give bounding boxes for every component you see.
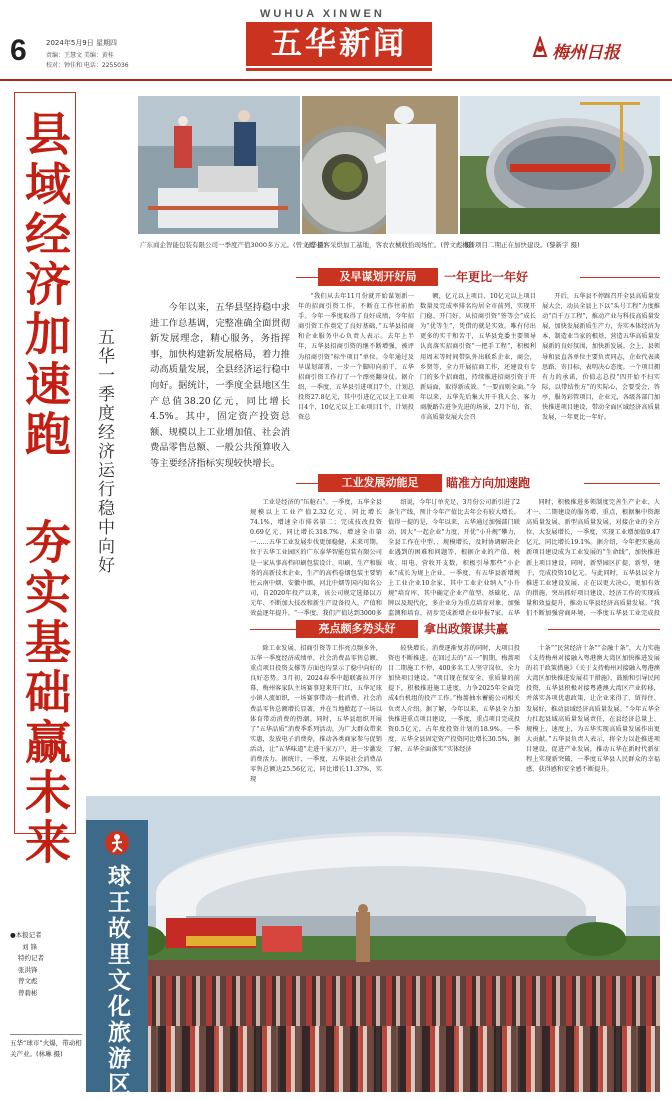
tourism-sign-text: 球王故里文化旅游区	[104, 864, 130, 1098]
masthead-rule	[0, 79, 672, 81]
section-3-column-1: 除工业发展、招商引资等工作亮点频多外，五华一季度经济成绩单，社会消费品零售总额、重点项目投资支撑等方面也均显示了稳中向好的良好态势。3月初，2024春季中超联赛拉开序幕，梅州客家队主场赛事迎来开门红，五华足球小镇人流如织，一场赛事带动一批消费，社会消费品零售总额增长显著，并在当地掀起了一场以体育带动消费的热潮。同时，五华县组织开展了“五华品质”消费季系列活动，为广大群众带来实惠，发放电子消费券，推动各类商家参与促销活动，让“五华味道”走进千家万户，进一步激发消费活力。据统计，一季度，五华县社会消费品零售总额达25.56亿元，同比增长11.37%，实现	[250, 645, 382, 784]
section-3-column-2: 较快增长。消费逐渐复苏的同时，大项目投资也不断推进。在回过去的“五一”假期，梅蔷项目二期施工不停，400多名工人坚守岗位，全力加快项目建设。“项目现在保安全、重质量的前提下，积极推进施工进度，力争2025年全面完成4台机组的投产工作。”梅蔷抽水蓄能公司相关负责人介绍。据了解，今年以来，五华县全力加快推进重点项目建设，一季度，重点项目完成投资0.5亿元，占年度投资计划的18.9%。一季度，五华全县固定资产投资同比增长30.5%，据了解，五华全面落实“实体经济	[388, 645, 520, 753]
section-rule	[580, 277, 660, 278]
section-label-red: 亮点颇多势头好	[296, 620, 418, 638]
credit-line: 曾文彪	[18, 977, 38, 985]
section-label-red: 及早谋划开好局	[318, 268, 438, 286]
section-header-1	[296, 268, 660, 286]
photo-caption-2: 五华县客采烘加工基地，客农农械收拾现场忙。(曾文彪 摄)	[304, 241, 474, 249]
section-label: 一年更比一年好	[444, 270, 529, 284]
section-rule	[296, 277, 318, 278]
photo-caption-1: 广东商企智能包装有限公司一季度产值3000多万元。(曾文彪 摄)	[140, 241, 327, 249]
column-pinyin: WUHUA XINWEN	[260, 8, 385, 20]
credit-line: 刘 锋	[22, 942, 38, 951]
bottom-photo-caption: 五华“球市”火爆，带动相关产业。(林琳 摄)	[10, 1039, 82, 1058]
section-label-red: 工业发展动能足	[318, 474, 442, 492]
section-rule	[548, 629, 660, 630]
photo-packaging-factory	[138, 96, 300, 234]
lead-summary: 今年以来，五华县坚持稳中求进工作总基调，完整准确全面贯彻新发展理念，精心服务，务指挥事，加快构建新发展格局，着力推动高质量发展，全县经济运行稳中向好。据统计，一季度全县地区生产总值38.20亿元，同比增长4.5%。其中，固定资产投资总额、规模以上工业增加值、社会消费品零售总额、一般公共预算收入等主要经济指标实现较快增长。	[150, 302, 290, 469]
section-2-column-1: 工业是经济的“压舱石”。一季度，五华全县规模以上工业产值2.32亿元，同比增长74.1%，增速全市排名第二；完成技改投资0.69亿元，同比增长318.7%，增速全市第一……五华工业发展步伐更加稳健，未来可期。位于五华工业园区的广东泰华智能包装有限公司是一家从事高档印刷包装设计、印刷、生产和服务的高新技术企业，生产的高档卷烟包装主要销往云南中烟、安徽中烟、河北中烟等国内知名公司，自2020年投产以来，该公司规定选择以万元年、不断加大技改和新生产设备投入，产值和效益逐年提升。“一季度，我们产值达到3000多	[250, 499, 382, 618]
photo-tea-processing	[302, 96, 458, 234]
main-headline: 县域经济加速跑 夯实基础赢未来	[18, 110, 72, 868]
section-3-column-3: 十条”“民营经济十条”“金融十条”，大力实施《支持梅州对接融入粤港澳大湾区加快推进发展的若干政策措施》《关于支持梅州对接融入粤港澳大湾区加快推进发展若干措施》，鼓励和引导民间投资，五华县积极对接粤港澳大湾区产业转移，并落实各项优惠政策，让企业来得了、留得住、发展好，推动县域经济高质量发展。“今年五华全力扛起县域高质量发展责任，在县经济总量上、规模上、速度上，为五华实现高质量发展作出更大贡献。”五华县负责人表示，将全力以赴推进项目建设，促进产业发展，推动五华在新时代新征程上实现新突破，一季度五华县人民群众的幸福感、获得感和安全感不断提升。	[526, 645, 660, 774]
section-rule	[296, 483, 318, 484]
sub-headline: 五华一季度经济运行稳中向好	[94, 328, 114, 575]
reporter-credits	[10, 930, 44, 999]
credit-line: 曾碧彬	[18, 988, 38, 997]
checkers-line: 校对：钟佳和 电话：2255036	[46, 62, 129, 69]
credit-line: 特约记者	[18, 954, 44, 962]
photo-stadium-crowd	[86, 796, 660, 1092]
section-1-column-1: “我们从去年11月份就开始谋划新一年的招商引资工作，不断在工作往前抬手。今年一季度取得了良好成绩，今年招商引资工作奠定了良好基础，”五华县招商和企业服务中心负责人表示。去年上半年，五华县招商引资的继不断增强，被评为招商引资“标牛项目”单位。今年通过及早谋划部署，一步一个脚印向前干，五华招商引资工作打了一个漂亮翻身仗。据介绍，一季度，五华县引进项目7个，计划总投资27.8亿元，其中引进亿元以上工业项目4个，10亿元以上工业项目1个，计划投资总	[298, 293, 414, 422]
section-header-2	[296, 474, 660, 492]
section-1-column-3: 开后，五华县不停蹄召开全县高质量发展大会，动员全县上下以“头号工程”力度推动“百千万工程”，推动产业与科技高质量发展，加快发展新质生产力，夯实本体经济为本，制造业当家的根基，营造五华高质量发展新的良好氛围，加快新发展。会上，县领导和县直各单位主要负责同志，企业代表谈思路、寄目标，表明决心态度。一个项目拥有力的承诺，价值志总投“四开始不扫实际，以带结性方”的实际心，会要受会，答亭，服务彩管项目，企业元，各级各部门加快推进项目建设，带动全面区域经济高质量发展，一年更比一年好。	[542, 293, 660, 422]
newspaper-brand: 梅州日报	[552, 43, 620, 63]
section-header-3	[250, 620, 660, 638]
photo-caption-3: 梅蔷项目二期正在加快建设。(黎新宇 摄)	[462, 241, 580, 249]
column-title: 五华新闻	[271, 26, 407, 62]
section-2-column-3: 同时，积极推进多领制度完善生产企业、人才一、二期建设的服务增、重点，根据集中资源高质量发展，新型高质量发展，对接企业的全方位、大发展增长，一季度，实现工业增加值9.47亿元，同比增长19.1%。据介绍，今年把实施高新项目建设成为工业发展的“生命线”，加快推进新上项目建设，同时，新型园区扩提，新型，建于，完成投资10亿元。与此同时，五华县以全力推进工业建设发展，正在以更大决心、更加有效的措施，突出抓好项目建设、经济工作的实现质量和效益提升，推动五华县经济高质量发展。“我们不断加强营商环境，一季度五华县工业完成投	[526, 499, 660, 618]
credit-line: 张洪锋	[18, 965, 38, 974]
caption-rule	[10, 1034, 82, 1035]
soccer-player-icon	[104, 830, 130, 856]
page-number: 6	[10, 34, 27, 67]
date-line: 2024年5月9日 星期四	[46, 39, 117, 47]
brand-logo-icon	[530, 36, 550, 58]
section-rule	[584, 483, 660, 484]
credit-line: ●本报记者	[10, 931, 42, 939]
section-2-column-2: 绍说，今年订单充足，3月份公司新引进了2条生产线，预计今年产值比去年会有较大增长。值得一提的是，今年以来，五华通过加强部门联动、因大“一起企业”力度、开优“小升规”攀力，全县工作在中型、、规模增长，及时协调解决企业遇到的困难和问题等，根据企业的产值、税收、用电、营收开支数，积极引导那些“小企业”成长为规上企业，一季度，有五华县新增规上工业企业10余家，其中工业企业纳入“小升规”培育库，其中确定企业产值型、基础化、品牌以及现代化，多企业分为重点培育对象，加强监测和培育，初步完成新增企业申报7家。五华	[388, 499, 520, 618]
photo-meiqiang-project	[460, 96, 660, 234]
section-label: 瞄准方向加速跑	[446, 476, 531, 490]
editors-line: 责编：王慧文 美编：黄桂	[46, 52, 114, 59]
column-title-underline	[246, 68, 432, 71]
section-rule	[250, 629, 296, 630]
section-1-column-2: 额，亿元以上项目、10亿元以上项目数量及完成率排名均居全市前列，实现开门稳、开门好。从招商引资“签等会”成长为“优等生”，凭借的就是实效。唯有付出更多的实干和苦干，五华县党委主要领导认真落实招商引资“一把手工程”，积极利用周末等时间带队外出联系企业，商会，乡贤等，全力开展招商工作，还建设有专门的多个招商组，持续推进招商引资于开新局面，取得新成效。“一要而则全面。”今年以来，五华先后集大开千我人会、客力商脱路告进争先进的场景，2月下旬，省、市高质量发展大会召	[420, 293, 536, 422]
section-label: 拿出政策谋共赢	[424, 622, 509, 636]
